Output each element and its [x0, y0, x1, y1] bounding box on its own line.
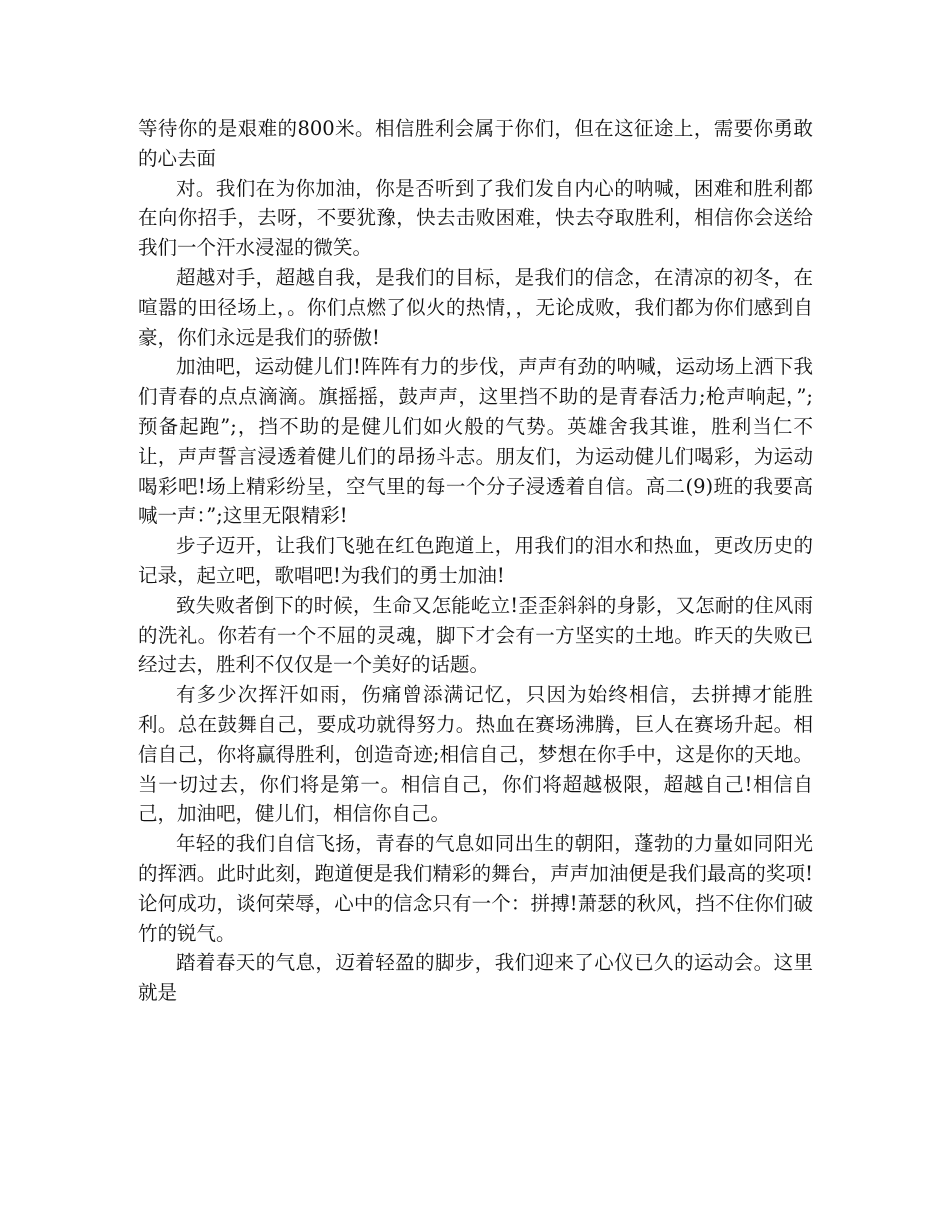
- paragraph-5: 步子迈开，让我们飞驰在红色跑道上，用我们的泪水和热血，更改历史的记录，起立吧，歌唱吧!为我们的勇士加油!: [138, 534, 813, 587]
- paragraph-2: 对。我们在为你加油，你是否听到了我们发自内心的呐喊，困难和胜利都在向你招手，去呀，不要犹豫，快去击败困难，快去夺取胜利，相信你会送给我们一个汗水浸湿的微笑。: [138, 176, 813, 260]
- paragraph-3: 超越对手，超越自我，是我们的目标，是我们的信念，在清凉的初冬，在喧嚣的田径场上，。你们点燃了似火的热情，，无论成败，我们都为你们感到自豪，你们永远是我们的骄傲!: [138, 265, 813, 349]
- paragraph-1: 等待你的是艰难的800米。相信胜利会属于你们，但在这征途上，需要你勇敢的心去面: [138, 117, 813, 170]
- paragraph-7: 有多少次挥汗如雨，伤痛曾添满记忆，只因为始终相信，去拼搏才能胜利。总在鼓舞自己，要成功就得努力。热血在赛场沸腾，巨人在赛场升起。相信自己，你将赢得胜利，创造奇迹;相信自己，梦想在你手中，这是你的天地。当一切过去，你们将是第一。相信自己，你们将超越极限，超越自己!相信自己，加油吧，健儿们，相信你自己。: [138, 683, 813, 826]
- paragraph-6: 致失败者倒下的时候，生命又怎能屹立!歪歪斜斜的身影，又怎耐的住风雨的洗礼。你若有一个不屈的灵魂，脚下才会有一方坚实的土地。昨天的失败已经过去，胜利不仅仅是一个美好的话题。: [138, 593, 813, 677]
- paragraph-8: 年轻的我们自信飞扬，青春的气息如同出生的朝阳，蓬勃的力量如同阳光的挥洒。此时此刻，跑道便是我们精彩的舞台，声声加油便是我们最高的奖项!论何成功，谈何荣辱，心中的信念只有一个：拼搏!萧瑟的秋风，挡不住你们破竹的锐气。: [138, 832, 813, 945]
- paragraph-4: 加油吧，运动健儿们!阵阵有力的步伐，声声有劲的呐喊，运动场上洒下我们青春的点点滴滴。旗摇摇，鼓声声，这里挡不助的是青春活力;枪声响起，”;预备起跑”;，挡不助的是健儿们如火般的气势。英雄舍我其谁，胜利当仁不让，声声誓言浸透着健儿们的昂扬斗志。朋友们，为运动健儿们喝彩，为运动喝彩吧!场上精彩纷呈，空气里的每一个分子浸透着自信。高二(9)班的我要高喊一声：”;这里无限精彩!: [138, 355, 813, 528]
- paragraph-9: 踏着春天的气息，迈着轻盈的脚步，我们迎来了心仪已久的运动会。这里就是: [138, 951, 813, 1005]
- document-body: [138, 114, 813, 1008]
